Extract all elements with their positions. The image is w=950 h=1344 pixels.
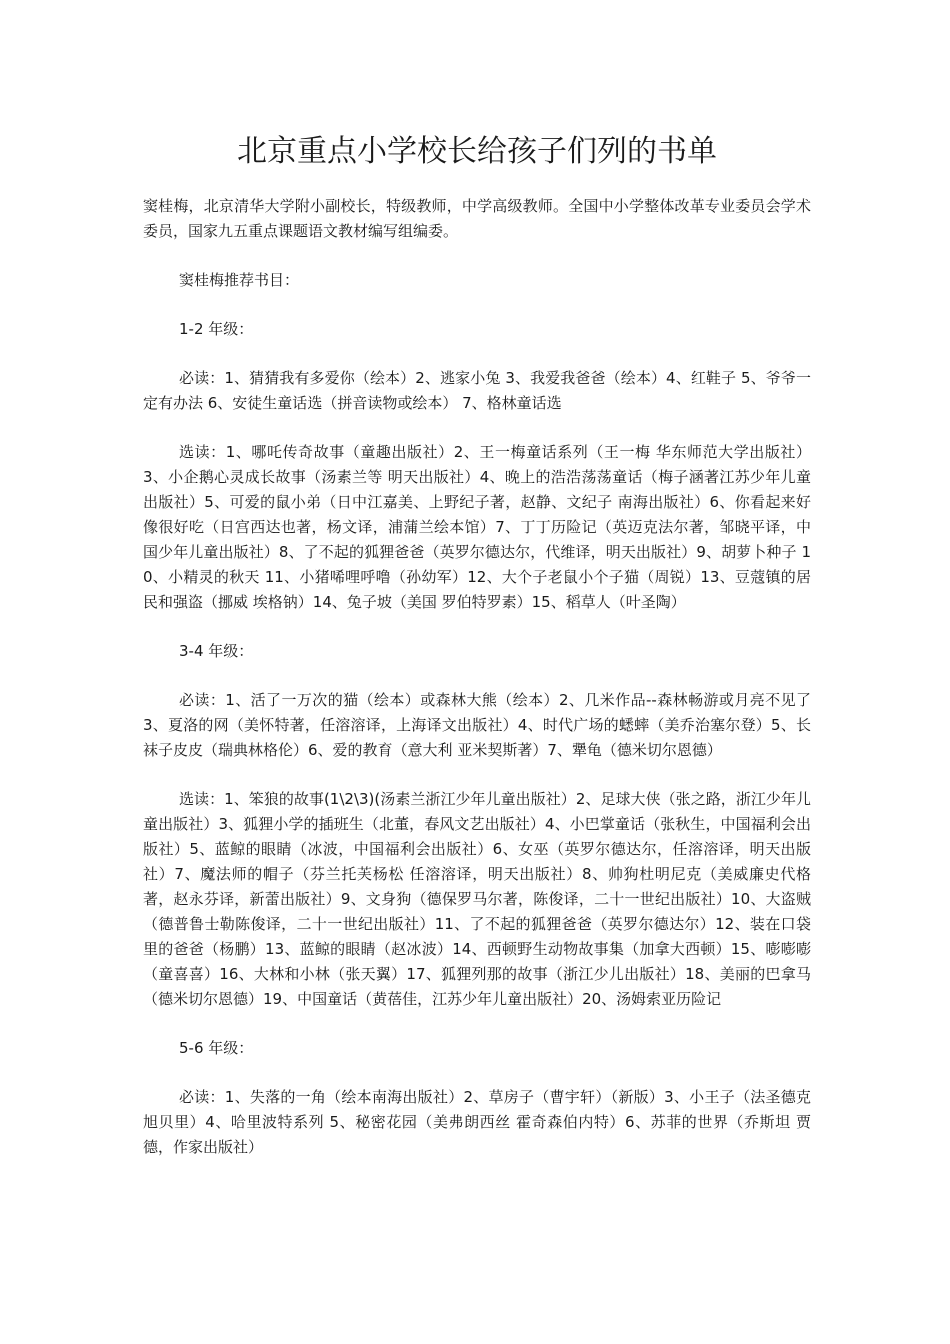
grade-5-6-required: 必读：1、失落的一角（绘本南海出版社）2、草房子（曹宇轩）（新版）3、小王子（法圣德克旭贝里）4、哈里波特系列 5、秘密花园（美弗朗西丝 霍奇森伯内特）6、苏菲的世界（乔斯坦 贾德，作家出版社） xyxy=(143,1088,811,1156)
grade-3-4-optional: 选读：1、笨狼的故事(1\2\3)(汤素兰浙江少年儿童出版社）2、足球大侠（张之路，浙江少年儿童出版社）3、狐狸小学的插班生（北董，春风文艺出版社）4、小巴掌童话（张秋生，中国福利会出版社）5、蓝鲸的眼睛（冰波，中国福利会出版社）6、女巫（英罗尔德达尔，任溶溶译，明天出版社）7、魔法师的帽子（芬兰托芙杨松 任溶溶译，明天出版社）8、帅狗杜明尼克（美威廉史代格著，赵永芬译，新蕾出版社）9、文身狗（德保罗马尔著，陈俊译，二十一世纪出版社）10、大盗贼（德普鲁士勒陈俊译，二十一世纪出版社）11、了不起的狐狸爸爸（英罗尔德达尔）12、装在口袋里的爸爸（杨鹏）13、蓝鲸的眼睛（赵冰波）14、西顿野生动物故事集（加拿大西顿）15、嘭嘭嘭（童喜喜）16、大林和小林（张天翼）17、狐狸列那的故事（浙江少儿出版社）18、美丽的巴拿马（德米切尔恩德）19、中国童话（黄蓓佳，江苏少年儿童出版社）20、汤姆索亚历险记 xyxy=(143,790,811,1008)
grade-heading-5-6: 5-6 年级： xyxy=(179,1039,254,1057)
grade-1-2-optional: 选读：1、哪吒传奇故事（童趣出版社）2、王一梅童话系列（王一梅 华东师范大学出版社）3、小企鹅心灵成长故事（汤素兰等 明天出版社）4、晚上的浩浩荡荡童话（梅子涵著江苏少年儿童出版社）5、可爱的鼠小弟（日中江嘉美、上野纪子著，赵静、文纪子 南海出版社）6、你看起来好像很好吃（日宫西达也著，杨文译，浦蒲兰绘本馆）7、丁丁历险记（英迈克法尔著，邹晓平译，中国少年儿童出版社）8、了不起的狐狸爸爸（英罗尔德达尔，代维译，明天出版社）9、胡萝卜种子 10、小精灵的秋天 11、小猪唏哩呼噜（孙幼军）12、大个子老鼠小个子猫（周锐）13、豆蔻镇的居民和强盗（挪威 埃格钠）14、兔子坡（美国 罗伯特罗素）15、稻草人（叶圣陶） xyxy=(143,443,811,611)
grade-3-4-required: 必读：1、活了一万次的猫（绘本）或森林大熊（绘本）2、几米作品--森林畅游或月亮不见了 3、夏洛的网（美怀特著，任溶溶译，上海译文出版社）4、时代广场的蟋蟀（美乔治塞尔登）5、长袜子皮皮（瑞典林格伦）6、爱的教育（意大利 亚米契斯著）7、犟龟（德米切尔恩德） xyxy=(143,691,811,759)
intro-paragraph: 窦桂梅，北京清华大学附小副校长，特级教师，中学高级教师。全国中小学整体改革专业委员会学术委员，国家九五重点课题语文教材编写组编委。 xyxy=(143,197,811,240)
document-page xyxy=(143,128,811,1184)
grade-1-2-required: 必读：1、猜猜我有多爱你（绘本）2、逃家小兔 3、我爱我爸爸（绘本）4、红鞋子 5、爷爷一定有办法 6、安徒生童话选（拼音读物或绘本） 7、格林童话选 xyxy=(143,369,811,412)
grade-heading-1-2: 1-2 年级： xyxy=(179,320,254,338)
grade-heading-3-4: 3-4 年级： xyxy=(179,642,254,660)
recommend-heading: 窦桂梅推荐书目： xyxy=(179,271,300,289)
document-title: 北京重点小学校长给孩子们列的书单 xyxy=(237,134,717,169)
